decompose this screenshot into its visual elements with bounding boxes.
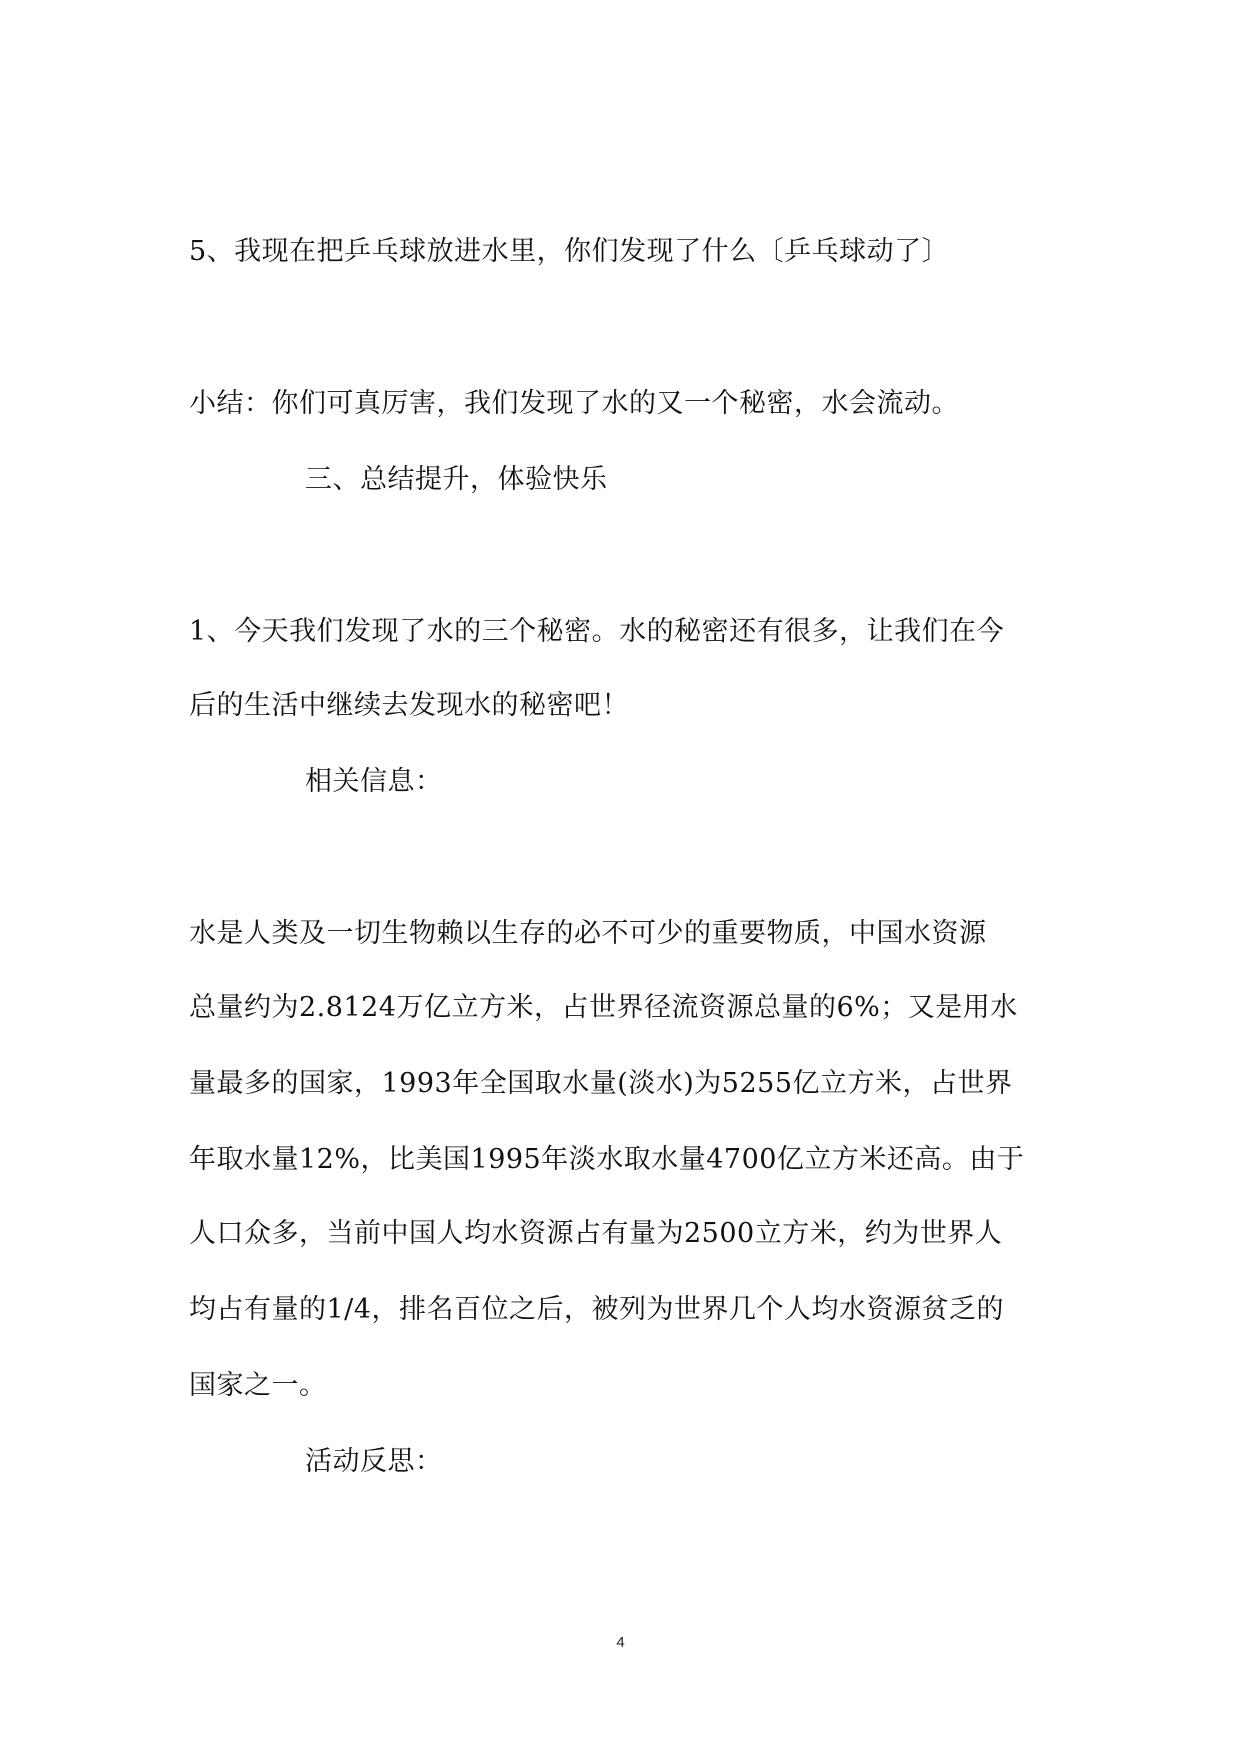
page-number: 4 xyxy=(616,1634,625,1651)
section-heading-3: 三、总结提升，体验快乐 xyxy=(305,464,608,495)
info-paragraph-line-6: 均占有量的1/4，排名百位之后，被列为世界几个人均水资源贫乏的 xyxy=(189,1294,1004,1325)
info-paragraph-line-1: 水是人类及一切生物赖以生存的必不可少的重要物质，中国水资源 xyxy=(189,918,987,949)
paragraph-summary: 小结：你们可真厉害，我们发现了水的又一个秘密，水会流动。 xyxy=(189,388,959,419)
info-paragraph-line-4: 年取水量12%，比美国1995年淡水取水量4700亿立方米还高。由于 xyxy=(189,1144,1025,1175)
info-paragraph-line-2: 总量约为2.8124万亿立方米，占世界径流资源总量的6%；又是用水 xyxy=(189,992,1018,1023)
reflection-heading: 活动反思： xyxy=(305,1446,443,1477)
info-paragraph-line-7: 国家之一。 xyxy=(189,1370,327,1401)
paragraph-step-1-line-2: 后的生活中继续去发现水的秘密吧！ xyxy=(189,690,629,721)
paragraph-step-1-line-1: 1、今天我们发现了水的三个秘密。水的秘密还有很多，让我们在今 xyxy=(189,616,1005,647)
info-paragraph-line-5: 人口众多，当前中国人均水资源占有量为2500立方米，约为世界人 xyxy=(189,1218,1003,1249)
paragraph-step-5: 5、我现在把乒乓球放进水里，你们发现了什么〔乒乓球动了〕 xyxy=(189,236,950,267)
related-info-heading: 相关信息： xyxy=(305,766,443,797)
info-paragraph-line-3: 量最多的国家，1993年全国取水量(淡水)为5255亿立方米，占世界 xyxy=(189,1068,1013,1099)
